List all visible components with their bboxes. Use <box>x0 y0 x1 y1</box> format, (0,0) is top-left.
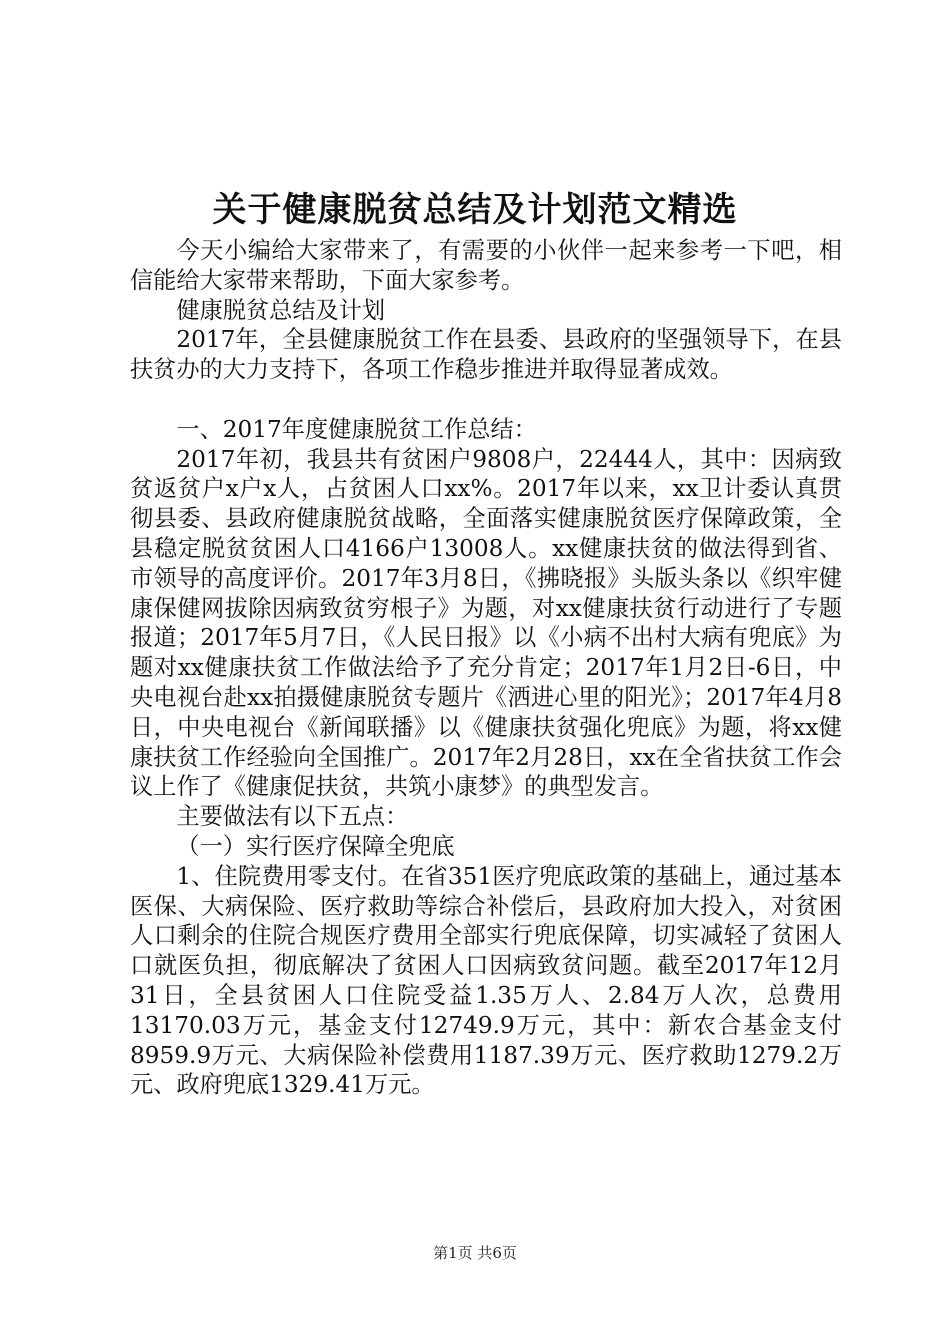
document-title: 关于健康脱贫总结及计划范文精选 <box>212 190 738 230</box>
paragraph-intro: 今天小编给大家带来了，有需要的小伙伴一起来参考一下吧，相信能给大家带来帮助，下面大家参考。 <box>130 237 842 294</box>
paragraph-subtitle: 健康脱贫总结及计划 <box>176 296 386 324</box>
paragraph-overview: 2017年，全县健康脱贫工作在县委、县政府的坚强领导下，在县扶贫办的大力支持下，各项工作稳步推进并取得显著成效。 <box>130 326 842 384</box>
paragraph-item-1: 1、住院费用零支付。在省351医疗兜底政策的基础上，通过基本医保、大病保险、医疗救助等综合补偿后，县政府加大投入，对贫困人口剩余的住院合规医疗费用全部实行兜底保障，切实减轻了贫困人口就医负担，彻底解决了贫困人口因病致贫问题。截至2017年12月31日，全县贫困人口住院受益1.35万人、2.84万人次，总费用13170.03万元，基金支付12749.9万元，其中：新农合基金支付8959.9万元、大病保险补偿费用1187.39万元、医疗救助1279.2万元、政府兜底1329.41万元。 <box>130 862 842 1099</box>
subsection-heading-1: （一）实行医疗保障全兜底 <box>176 832 455 860</box>
page-number: 第1页 共6页 <box>433 1244 517 1262</box>
section-heading-1: 一、2017年度健康脱贫工作总结： <box>176 415 537 443</box>
paragraph-main-methods: 主要做法有以下五点： <box>176 803 409 831</box>
document-body <box>130 236 842 1100</box>
paragraph-summary: 2017年初，我县共有贫困户9808户，22444人，其中：因病致贫返贫户x户x人，占贫困人口xx%。2017年以来，xx卫计委认真贯彻县委、县政府健康脱贫战略，全面落实健康脱贫医疗保障政策，全县稳定脱贫贫困人口4166户13008人。xx健康扶贫的做法得到省、市领导的高度评价。2017年3月8日，《拂晓报》头版头条以《织牢健康保健网拔除因病致贫穷根子》为题，对xx健康扶贫行动进行了专题报道；2017年5月7日，《人民日报》以《小病不出村大病有兜底》为题对xx健康扶贫工作做法给予了充分肯定；2017年1月2日-6日，中央电视台赴xx拍摄健康脱贫专题片《洒进心里的阳光》；2017年4月8日，中央电视台《新闻联播》以《健康扶贫强化兜底》为题，将xx健康扶贫工作经验向全国推广。2017年2月28日，xx在全省扶贫工作会议上作了《健康促扶贫，共筑小康梦》的典型发言。 <box>130 445 842 801</box>
